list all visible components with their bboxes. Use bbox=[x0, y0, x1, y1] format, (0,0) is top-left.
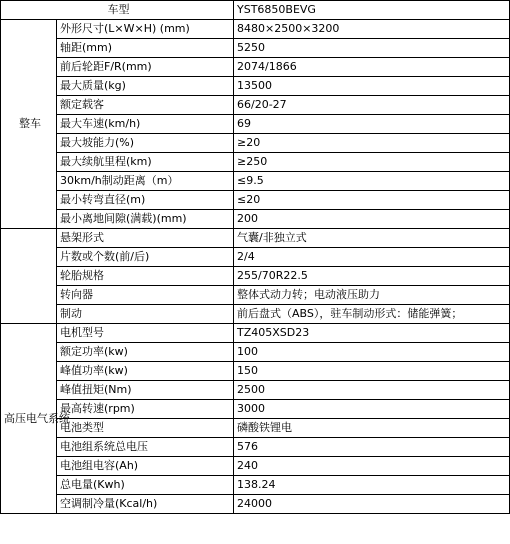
spec-label: 空调制冷量(Kcal/h) bbox=[57, 495, 234, 514]
spec-value: 200 bbox=[234, 210, 510, 229]
spec-value: ≥20 bbox=[234, 134, 510, 153]
spec-label: 电机型号 bbox=[57, 324, 234, 343]
spec-label: 轴距(mm) bbox=[57, 39, 234, 58]
table-row bbox=[1, 305, 510, 324]
spec-value: 100 bbox=[234, 343, 510, 362]
spec-label: 最大车速(km/h) bbox=[57, 115, 234, 134]
table-row bbox=[1, 39, 510, 58]
table-row bbox=[1, 324, 510, 343]
spec-label: 最大续航里程(km) bbox=[57, 153, 234, 172]
table-row bbox=[1, 248, 510, 267]
spec-label: 转向器 bbox=[57, 286, 234, 305]
spec-label: 外形尺寸(L×W×H) (mm) bbox=[57, 20, 234, 39]
spec-label: 制动 bbox=[57, 305, 234, 324]
spec-value: 前后盘式（ABS），驻车制动形式：储能弹簧； bbox=[234, 305, 510, 324]
table-row bbox=[1, 267, 510, 286]
header-row bbox=[1, 1, 510, 20]
table-row bbox=[1, 191, 510, 210]
table-row bbox=[1, 134, 510, 153]
spec-value: TZ405XSD23 bbox=[234, 324, 510, 343]
spec-value: ≥250 bbox=[234, 153, 510, 172]
group-label bbox=[1, 229, 57, 324]
table-row bbox=[1, 115, 510, 134]
table-row bbox=[1, 495, 510, 514]
spec-label: 最大质量(kg) bbox=[57, 77, 234, 96]
spec-label: 片数或个数(前/后) bbox=[57, 248, 234, 267]
spec-value: 2/4 bbox=[234, 248, 510, 267]
spec-value: 138.24 bbox=[234, 476, 510, 495]
spec-label: 悬架形式 bbox=[57, 229, 234, 248]
spec-value: 5250 bbox=[234, 39, 510, 58]
spec-label: 电池组系统总电压 bbox=[57, 438, 234, 457]
table-row bbox=[1, 153, 510, 172]
spec-label: 前后轮距F/R(mm) bbox=[57, 58, 234, 77]
spec-value: 3000 bbox=[234, 400, 510, 419]
table-row bbox=[1, 381, 510, 400]
group-label: 整车 bbox=[1, 20, 57, 229]
model-header-value: YST6850BEVG bbox=[234, 1, 510, 20]
spec-value: 24000 bbox=[234, 495, 510, 514]
spec-value: ≤9.5 bbox=[234, 172, 510, 191]
group-label: 高压电气系统 bbox=[1, 324, 57, 514]
spec-value: 150 bbox=[234, 362, 510, 381]
spec-value: 240 bbox=[234, 457, 510, 476]
table-row bbox=[1, 286, 510, 305]
spec-label: 最小离地间隙(满载)(mm) bbox=[57, 210, 234, 229]
model-header-label: 车型 bbox=[1, 1, 234, 20]
spec-value: ≤20 bbox=[234, 191, 510, 210]
spec-label: 电池类型 bbox=[57, 419, 234, 438]
spec-value: 66/20-27 bbox=[234, 96, 510, 115]
table-row bbox=[1, 343, 510, 362]
spec-label: 总电量(Kwh) bbox=[57, 476, 234, 495]
spec-value: 69 bbox=[234, 115, 510, 134]
spec-value: 8480×2500×3200 bbox=[234, 20, 510, 39]
spec-label: 额定载客 bbox=[57, 96, 234, 115]
table-row bbox=[1, 77, 510, 96]
table-row bbox=[1, 419, 510, 438]
spec-value: 255/70R22.5 bbox=[234, 267, 510, 286]
table-row bbox=[1, 96, 510, 115]
spec-table-body bbox=[1, 1, 510, 514]
table-row bbox=[1, 20, 510, 39]
table-row bbox=[1, 362, 510, 381]
spec-label: 30km/h制动距离（m） bbox=[57, 172, 234, 191]
spec-label: 峰值功率(kw) bbox=[57, 362, 234, 381]
table-row bbox=[1, 457, 510, 476]
table-row bbox=[1, 229, 510, 248]
spec-value: 2500 bbox=[234, 381, 510, 400]
spec-label: 轮胎规格 bbox=[57, 267, 234, 286]
table-row bbox=[1, 58, 510, 77]
table-row bbox=[1, 172, 510, 191]
spec-label: 最大坡能力(%) bbox=[57, 134, 234, 153]
table-row bbox=[1, 476, 510, 495]
spec-value: 13500 bbox=[234, 77, 510, 96]
spec-label: 峰值扭矩(Nm) bbox=[57, 381, 234, 400]
table-row bbox=[1, 400, 510, 419]
spec-value: 气囊/非独立式 bbox=[234, 229, 510, 248]
table-row bbox=[1, 210, 510, 229]
spec-value: 磷酸铁锂电 bbox=[234, 419, 510, 438]
spec-label: 电池组电容(Ah) bbox=[57, 457, 234, 476]
spec-label: 最小转弯直径(m) bbox=[57, 191, 234, 210]
spec-label: 最高转速(rpm) bbox=[57, 400, 234, 419]
spec-value: 576 bbox=[234, 438, 510, 457]
spec-label: 额定功率(kw) bbox=[57, 343, 234, 362]
spec-value: 2074/1866 bbox=[234, 58, 510, 77]
spec-value: 整体式动力转；电动液压助力 bbox=[234, 286, 510, 305]
table-row bbox=[1, 438, 510, 457]
